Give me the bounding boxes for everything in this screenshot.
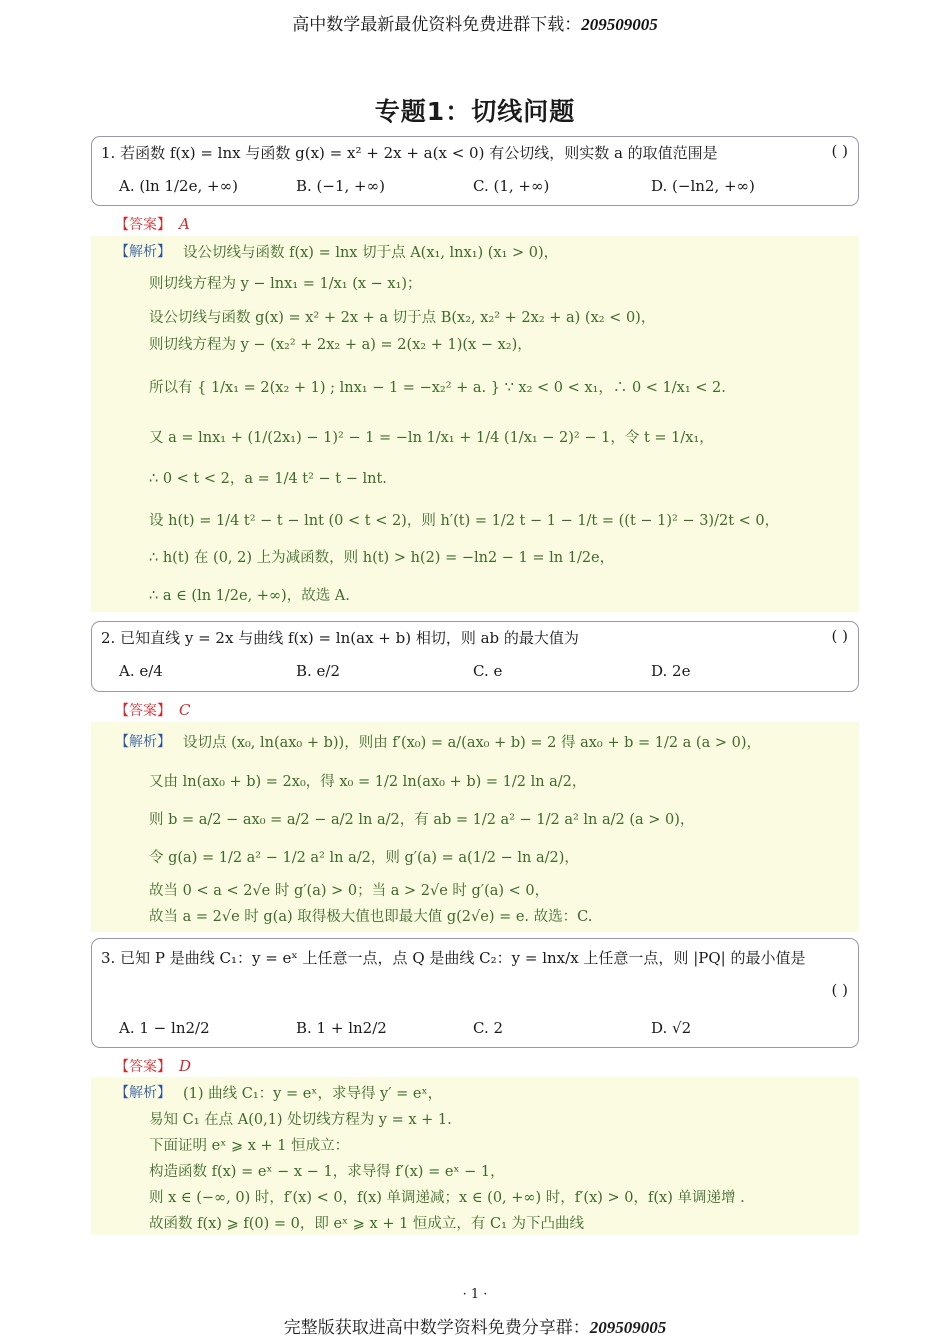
answer-label: 【答案】 — [115, 1059, 171, 1075]
option-d: D. √2 — [651, 1019, 692, 1037]
solution-line: 故函数 f(x) ⩾ f(0) = 0，即 eˣ ⩾ x + 1 恒成立，有 C₁ 为下凸曲线 — [149, 1216, 585, 1232]
solution-line: 则 x ∈ (−∞, 0) 时，f′(x) < 0，f(x) 单调递减；x ∈ (0, +∞) 时，f′(x) > 0，f(x) 单调递增 . — [149, 1190, 745, 1206]
footer-text: 完整版获取进高中数学资料免费分享群： — [283, 1318, 590, 1338]
solution-line: (1) 曲线 C₁：y = eˣ，求导得 y′ = eˣ， — [183, 1086, 443, 1102]
solution-label: 【解析】 — [115, 244, 171, 260]
page-header — [0, 10, 950, 35]
question-1-answer-blank: ( ) — [831, 142, 848, 160]
option-a: A. e/4 — [119, 662, 163, 680]
solution-label: 【解析】 — [115, 734, 171, 750]
question-2-stem: 2. 已知直线 y = 2x 与曲线 f(x) = ln(ax + b) 相切，则 ab 的最大值为 — [101, 629, 579, 647]
option-b: B. 1 + ln2/2 — [296, 1019, 387, 1037]
solution-line: 构造函数 f(x) = eˣ − x − 1，求导得 f′(x) = eˣ − 1， — [149, 1164, 505, 1180]
option-a: A. 1 − ln2/2 — [119, 1019, 210, 1037]
solution-line: 下面证明 eˣ ⩾ x + 1 恒成立： — [149, 1138, 350, 1154]
question-2-solution — [91, 722, 859, 932]
question-3-answer-blank: ( ) — [831, 981, 848, 999]
option-c: C. e — [473, 662, 503, 680]
answer-value: D — [179, 1057, 192, 1075]
solution-line: 设切点 (x₀, ln(ax₀ + b))，则由 f′(x₀) = a/(ax₀ + b) = 2 得 ax₀ + b = 1/2 a (a > 0)， — [183, 735, 761, 751]
page-footer — [0, 1313, 950, 1338]
question-3-box — [91, 938, 859, 1048]
solution-line: 则切线方程为 y − lnx₁ = 1/x₁ (x − x₁)； — [149, 276, 422, 292]
option-b: B. (−1, +∞) — [296, 177, 385, 195]
solution-line: ∴ h(t) 在 (0, 2) 上为减函数，则 h(t) > h(2) = −ln2 − 1 = ln 1/2e， — [149, 550, 615, 566]
solution-line: 所以有 { 1/x₁ = 2(x₂ + 1) ; lnx₁ − 1 = −x₂² + a. } ∵ x₂ < 0 < x₁，∴ 0 < 1/x₁ < 2. — [149, 380, 726, 396]
question-1-box — [91, 136, 859, 206]
header-text: 高中数学最新最优资料免费进群下载： — [292, 15, 582, 35]
solution-line: ∴ a ∈ (ln 1/2e, +∞)，故选 A. — [149, 588, 350, 604]
page-number: · 1 · — [462, 1287, 488, 1302]
solution-line: 设公切线与函数 g(x) = x² + 2x + a 切于点 B(x₂, x₂² + 2x₂ + a) (x₂ < 0)， — [149, 310, 656, 326]
question-1-answer — [115, 214, 190, 234]
option-a: A. (ln 1/2e, +∞) — [119, 177, 238, 195]
question-1-solution — [91, 236, 859, 612]
question-2-box — [91, 621, 859, 692]
solution-line: 令 g(a) = 1/2 a² − 1/2 a² ln a/2，则 g′(a) = a(1/2 − ln a/2)， — [149, 850, 579, 866]
solution-label: 【解析】 — [115, 1085, 171, 1101]
solution-line: 易知 C₁ 在点 A(0,1) 处切线方程为 y = x + 1. — [149, 1112, 452, 1128]
solution-line: 故当 0 < a < 2√e 时 g′(a) > 0；当 a > 2√e 时 g′(a) < 0， — [149, 883, 550, 899]
page-title: 专题1：切线问题 — [374, 97, 576, 126]
footer-group-number: 209509005 — [589, 1318, 667, 1337]
question-2-answer — [115, 700, 190, 720]
answer-value: C — [179, 701, 191, 719]
solution-line: 设 h(t) = 1/4 t² − t − lnt (0 < t < 2)，则 h′(t) = 1/2 t − 1 − 1/t = ((t − 1)² − 3)/2t < 0， — [149, 513, 780, 529]
solution-line: 故当 a = 2√e 时 g(a) 取得极大值也即最大值 g(2√e) = e. 故选：C. — [149, 909, 593, 925]
option-c: C. (1, +∞) — [473, 177, 550, 195]
answer-value: A — [179, 215, 190, 233]
option-d: D. (−ln2, +∞) — [651, 177, 755, 195]
question-3-stem: 3. 已知 P 是曲线 C₁：y = eˣ 上任意一点，点 Q 是曲线 C₂：y = lnx/x 上任意一点，则 |PQ| 的最小值是 — [101, 949, 806, 967]
question-2-answer-blank: ( ) — [831, 627, 848, 645]
option-d: D. 2e — [651, 662, 691, 680]
solution-line: 又 a = lnx₁ + (1/(2x₁) − 1)² − 1 = −ln 1/x₁ + 1/4 (1/x₁ − 2)² − 1，令 t = 1/x₁， — [149, 430, 714, 446]
option-b: B. e/2 — [296, 662, 341, 680]
header-group-number: 209509005 — [581, 15, 658, 34]
option-c: C. 2 — [473, 1019, 504, 1037]
solution-line: 设公切线与函数 f(x) = lnx 切于点 A(x₁, lnx₁) (x₁ > 0)， — [183, 245, 559, 261]
question-3-solution — [91, 1077, 859, 1235]
answer-label: 【答案】 — [115, 703, 171, 719]
answer-label: 【答案】 — [115, 217, 171, 233]
solution-line: 则 b = a/2 − ax₀ = a/2 − a/2 ln a/2，有 ab = 1/2 a² − 1/2 a² ln a/2 (a > 0)， — [149, 812, 695, 828]
solution-line: 则切线方程为 y − (x₂² + 2x₂ + a) = 2(x₂ + 1)(x − x₂)， — [149, 337, 532, 353]
solution-line: ∴ 0 < t < 2，a = 1/4 t² − t − lnt. — [149, 471, 387, 487]
question-3-answer — [115, 1056, 191, 1076]
question-1-stem: 1. 若函数 f(x) = lnx 与函数 g(x) = x² + 2x + a(x < 0) 有公切线，则实数 a 的取值范围是 — [101, 144, 718, 162]
solution-line: 又由 ln(ax₀ + b) = 2x₀，得 x₀ = 1/2 ln(ax₀ + b) = 1/2 ln a/2， — [149, 774, 587, 790]
